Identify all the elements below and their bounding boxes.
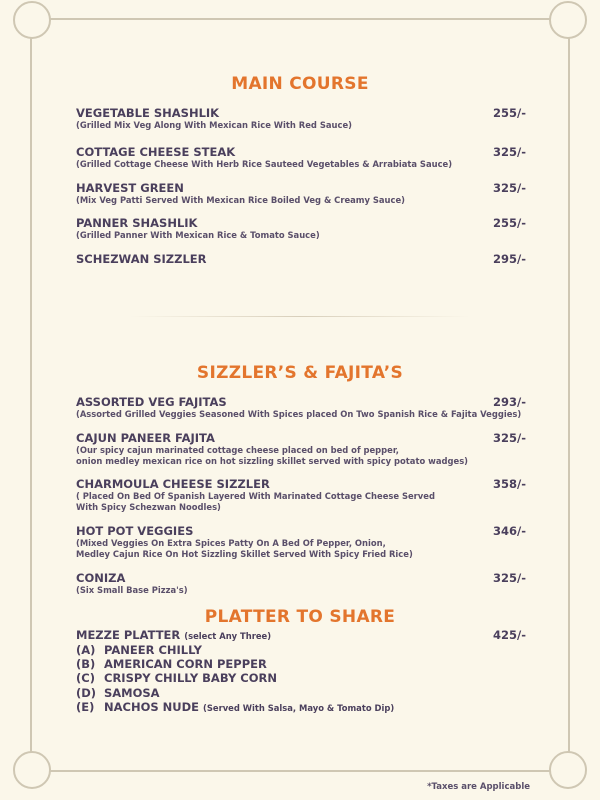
- item-price: 346/-: [493, 524, 526, 538]
- item-name: ASSORTED VEG FAJITAS: [76, 395, 227, 409]
- option-label: NACHOS NUDE: [104, 700, 200, 714]
- item-price: 325/-: [493, 145, 526, 159]
- section-divider: [130, 316, 470, 317]
- item-description: (Mix Veg Patti Served With Mexican Rice Boiled Veg & Creamy Sauce): [76, 195, 405, 205]
- section-title-sizzlers: SIZZLER’S & FAJITA’S: [196, 363, 404, 383]
- platter-option: [76, 686, 160, 700]
- item-description: (Grilled Panner With Mexican Rice & Tomato Sauce): [76, 230, 320, 240]
- menu-item: [76, 628, 526, 643]
- item-description: (Grilled Mix Veg Along With Mexican Rice With Red Sauce): [76, 120, 352, 130]
- item-price: 255/-: [493, 216, 526, 230]
- taxes-note: *Taxes are Applicable: [427, 782, 530, 792]
- frame-corner-ornament: [13, 1, 51, 39]
- menu-item: [76, 181, 526, 206]
- option-note: (Served With Salsa, Mayo & Tomato Dip): [203, 703, 395, 713]
- frame-corner-ornament: [549, 751, 587, 789]
- item-name: VEGETABLE SHASHLIK: [76, 106, 220, 120]
- frame-corner-ornament: [13, 751, 51, 789]
- menu-item: [76, 395, 526, 420]
- item-name: CONIZA: [76, 571, 126, 585]
- frame-corner-ornament: [549, 1, 587, 39]
- option-label: AMERICAN CORN PEPPER: [104, 657, 267, 671]
- item-name: [76, 628, 526, 643]
- option-letter: (E): [76, 700, 95, 714]
- section-title-platter: PLATTER TO SHARE: [204, 607, 396, 627]
- option-letter: (C): [76, 671, 95, 685]
- platter-option: [76, 643, 202, 657]
- item-name: COTTAGE CHEESE STEAK: [76, 145, 236, 159]
- item-price: 425/-: [493, 628, 526, 642]
- menu-item: [76, 524, 526, 560]
- item-name: CAJUN PANEER FAJITA: [76, 431, 215, 445]
- item-price: 295/-: [493, 252, 526, 266]
- option-label: PANEER CHILLY: [104, 643, 203, 657]
- platter-option: [76, 657, 267, 671]
- item-name: SCHEZWAN SIZZLER: [76, 252, 207, 266]
- item-price: 255/-: [493, 106, 526, 120]
- item-price: 325/-: [493, 431, 526, 445]
- item-description: (Six Small Base Pizza's): [76, 585, 188, 595]
- item-price: 325/-: [493, 181, 526, 195]
- item-description: (Our spicy cajun marinated cottage cheese placed on bed of pepper,: [76, 445, 399, 455]
- menu-item: [76, 106, 526, 131]
- item-price: 325/-: [493, 571, 526, 585]
- item-name: HARVEST GREEN: [76, 181, 184, 195]
- item-description: (Assorted Grilled Veggies Seasoned With Spices placed On Two Spanish Rice & Fajita Veggies): [76, 409, 522, 419]
- item-price: 293/-: [493, 395, 526, 409]
- option-letter: (B): [76, 657, 96, 671]
- option-letter: (D): [76, 686, 97, 700]
- item-description: (Grilled Cottage Cheese With Herb Rice Sauteed Vegetables & Arrabiata Sauce): [76, 159, 453, 169]
- menu-item: [76, 431, 526, 467]
- item-description: With Spicy Schezwan Noodles): [76, 502, 221, 512]
- option-label: SAMOSA: [104, 686, 160, 700]
- item-description: ( Placed On Bed Of Spanish Layered With Marinated Cottage Cheese Served: [76, 491, 435, 501]
- option-letter: (A): [76, 643, 96, 657]
- section-title-main-course: MAIN COURSE: [231, 74, 369, 94]
- menu-item: [76, 571, 526, 596]
- platter-option: [76, 700, 394, 715]
- menu-item: [76, 477, 526, 513]
- item-description: (Mixed Veggies On Extra Spices Patty On A Bed Of Pepper, Onion,: [76, 538, 386, 548]
- menu-item: [76, 145, 526, 170]
- item-name-text: MEZZE PLATTER: [76, 628, 181, 642]
- item-name: CHARMOULA CHEESE SIZZLER: [76, 477, 270, 491]
- platter-option: [76, 671, 277, 685]
- menu-item: [76, 216, 526, 241]
- item-price: 358/-: [493, 477, 526, 491]
- item-name: HOT POT VEGGIES: [76, 524, 194, 538]
- item-name: PANNER SHASHLIK: [76, 216, 198, 230]
- item-description: Medley Cajun Rice On Hot Sizzling Skillet Served With Spicy Fried Rice): [76, 549, 413, 559]
- option-label: CRISPY CHILLY BABY CORN: [104, 671, 277, 685]
- item-note: (select Any Three): [184, 631, 272, 641]
- item-description: onion medley mexican rice on hot sizzling skillet served with spicy potato wadges): [76, 456, 469, 466]
- menu-item: [76, 252, 526, 266]
